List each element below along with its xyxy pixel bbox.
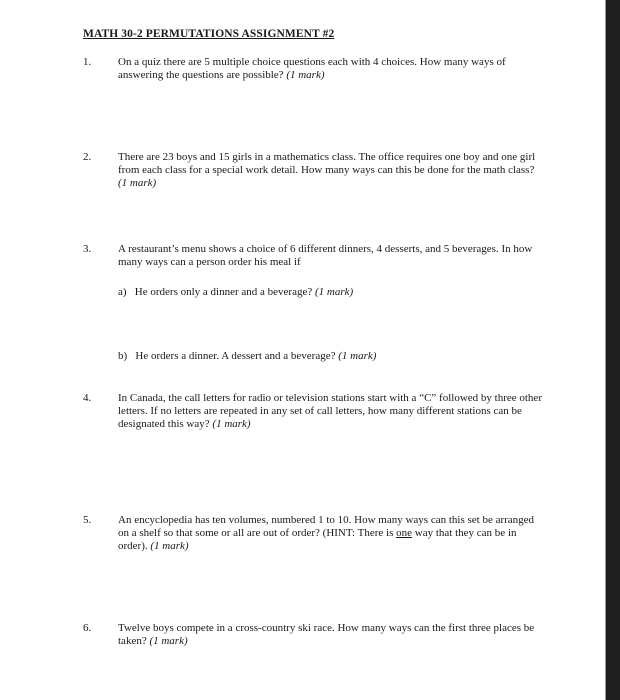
question-6-number: 6. [83,622,92,634]
question-3a-mark: (1 mark) [315,286,354,298]
question-3 [118,243,546,269]
question-5-number: 5. [83,514,92,526]
question-1-mark: (1 mark) [286,69,325,81]
question-1-number: 1. [83,56,92,68]
question-3b-mark: (1 mark) [338,350,377,362]
question-6-mark: (1 mark) [149,635,188,647]
question-2-text: There are 23 boys and 15 girls in a mathematics class. The office requires one boy and one girl from each class for a special work detail. How many ways can this be done for the math class? [118,151,536,176]
question-6 [118,622,546,648]
question-3a [118,286,353,299]
question-3-text: A restaurant’s menu shows a choice of 6 different dinners, 4 desserts, and 5 beverages. In how many ways can a person order his meal if [118,243,533,268]
question-3b-text: He orders a dinner. A dessert and a beverage? [135,350,336,362]
question-5-text-after: way that they can be in order). [118,527,517,552]
question-5 [118,514,546,553]
question-5-mark: (1 mark) [150,540,189,552]
question-4-mark: (1 mark) [212,418,251,430]
question-3a-text: He orders only a dinner and a beverage? [134,286,313,298]
question-3a-label: a) [118,286,127,298]
question-2-mark: (1 mark) [118,177,157,189]
page-title: MATH 30-2 PERMUTATIONS ASSIGNMENT #2 [83,28,335,40]
question-3-number: 3. [83,243,92,255]
question-3b-label: b) [118,350,128,362]
question-4-text: In Canada, the call letters for radio or television stations start with a “C” followed by three other letters. If no letters are repeated in any set of call letters, how many different stations can be designated this way? [118,392,542,430]
question-5-underlined: one [396,527,413,539]
question-4-number: 4. [83,392,92,404]
question-1 [118,56,546,82]
question-2-number: 2. [83,151,92,163]
question-5-text-before: An encyclopedia has ten volumes, numbered 1 to 10. How many ways can this set be arranged on a shelf so that some or all are out of order? (HINT: There is [118,514,535,539]
question-2 [118,151,546,190]
question-6-text: Twelve boys compete in a cross-country ski race. How many ways can the first three places be taken? [118,622,535,647]
question-4 [118,392,546,431]
question-3b [118,350,376,363]
page-edge [606,0,620,700]
question-1-text: On a quiz there are 5 multiple choice questions each with 4 choices. How many ways of answering the questions are possible? [118,56,506,81]
